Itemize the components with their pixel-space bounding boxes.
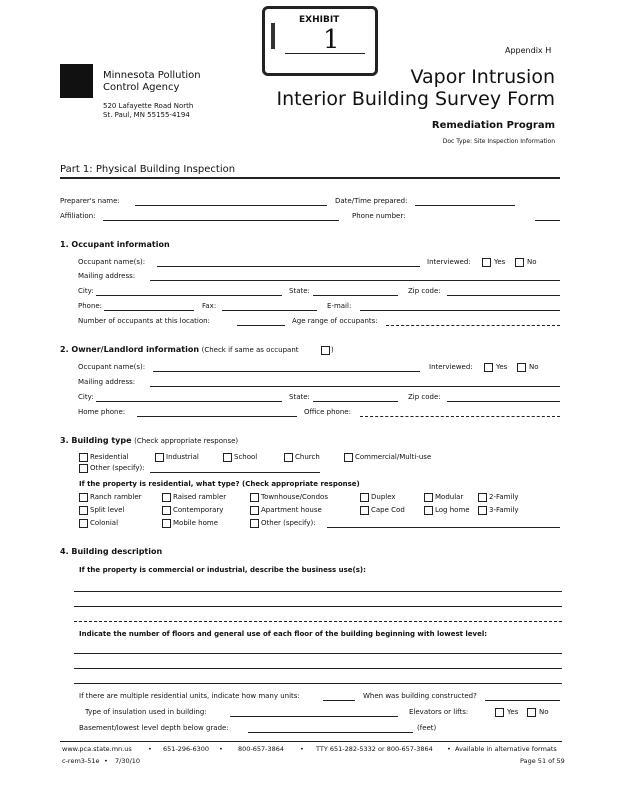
s3-res-townhouse-checkbox[interactable]: [250, 493, 259, 502]
s3-type-commercial-checkbox[interactable]: [344, 453, 353, 462]
s3-type-church-label: Church: [295, 453, 320, 461]
s2-state-label: State:: [289, 393, 310, 401]
preparer-label: Preparer's name:: [60, 197, 120, 205]
s3-type-other-label: Other (specify):: [90, 464, 145, 472]
s3-res-other-label: Other (specify):: [261, 519, 316, 527]
s3-title-row: [60, 436, 238, 446]
s3-res-ranch-checkbox[interactable]: [79, 493, 88, 502]
s1-phone-label: Phone:: [78, 302, 103, 310]
s1-fax-label: Fax:: [202, 302, 217, 310]
s3-res-mobile-label: Mobile home: [173, 519, 219, 527]
affiliation-label: Affiliation:: [60, 212, 96, 220]
s2-home-phone-label: Home phone:: [78, 408, 126, 416]
part1-title: Part 1: Physical Building Inspection: [60, 164, 236, 175]
s2-yes-label: Yes: [496, 363, 508, 371]
s4-commercial-line-2[interactable]: [74, 606, 562, 607]
s2-title-close: ): [331, 346, 334, 354]
s1-email-label: E-mail:: [327, 302, 352, 310]
address-line-2: St. Paul, MN 55155-4194: [103, 111, 190, 119]
s1-fax-input[interactable]: [222, 310, 317, 311]
s2-state-input[interactable]: [313, 401, 398, 402]
footer-sep-5: •: [104, 757, 108, 765]
s4-feet-label: (feet): [417, 724, 437, 732]
footer-tty: TTY 651-282-5332 or 800-657-3864: [316, 745, 433, 753]
footer-page: Page 51 of 59: [520, 757, 565, 765]
s2-mailing-label: Mailing address:: [78, 378, 136, 386]
s2-city-label: City:: [78, 393, 94, 401]
phone-input[interactable]: [535, 220, 560, 221]
s4-insulation-input[interactable]: [230, 716, 398, 717]
exhibit-line: [285, 53, 365, 54]
s3-type-commercial-label: Commercial/Multi-use: [355, 453, 432, 461]
s1-interviewed-label: Interviewed:: [427, 258, 471, 266]
footer-website: www.pca.state.mn.us: [62, 745, 132, 753]
s2-yes-checkbox[interactable]: [484, 363, 493, 372]
affiliation-input[interactable]: [103, 220, 339, 221]
s3-res-contemporary-checkbox[interactable]: [162, 506, 171, 515]
s1-age-range-label: Age range of occupants:: [292, 317, 378, 325]
s1-occupant-input[interactable]: [157, 266, 420, 267]
footer-sep-2: •: [219, 745, 223, 753]
s3-type-residential-checkbox[interactable]: [79, 453, 88, 462]
exhibit-number: 1: [323, 25, 340, 55]
s3-type-school-label: School: [234, 453, 258, 461]
s2-zip-label: Zip code:: [408, 393, 441, 401]
s3-res-split-checkbox[interactable]: [79, 506, 88, 515]
s3-res-2family-checkbox[interactable]: [478, 493, 487, 502]
org-line-2: Control Agency: [103, 82, 180, 93]
form-title: [277, 66, 555, 110]
s4-multi-units-input[interactable]: [323, 700, 355, 701]
s3-type-other-checkbox[interactable]: [79, 464, 88, 473]
title-line-1: Vapor Intrusion: [410, 66, 555, 88]
s3-res-townhouse-label: Townhouse/Condos: [261, 493, 328, 501]
org-line-1: Minnesota Pollution: [103, 70, 201, 81]
s3-title: 3. Building type: [60, 436, 132, 445]
s4-elevator-label: Elevators or lifts:: [409, 708, 469, 716]
s3-res-contemporary-label: Contemporary: [173, 506, 224, 514]
s4-commercial-line-1[interactable]: [74, 591, 562, 592]
appendix-label: Appendix H: [505, 46, 552, 55]
s3-res-split-label: Split level: [90, 506, 125, 514]
s2-zip-input[interactable]: [447, 401, 560, 402]
s4-elevator-yes-label: Yes: [507, 708, 519, 716]
s1-city-input[interactable]: [96, 295, 282, 296]
footer-divider: [60, 741, 562, 742]
s3-res-other-input[interactable]: [327, 527, 560, 528]
title-line-2: Interior Building Survey Form: [276, 88, 555, 110]
footer-code: c-rem3-51e: [62, 757, 100, 765]
s3-res-3family-label: 3-Family: [489, 506, 519, 514]
s2-title: 2. Owner/Landlord information: [60, 345, 200, 354]
s3-res-loghome-checkbox[interactable]: [424, 506, 433, 515]
s2-city-input[interactable]: [96, 401, 282, 402]
phone-label: Phone number:: [352, 212, 406, 220]
s1-yes-checkbox[interactable]: [482, 258, 491, 267]
s2-title-note: (Check if same as occupant: [201, 346, 299, 354]
s2-office-phone-label: Office phone:: [304, 408, 351, 416]
s3-res-modular-label: Modular: [435, 493, 464, 501]
s3-title-note: (Check appropriate response): [134, 437, 239, 445]
s3-res-duplex-label: Duplex: [371, 493, 396, 501]
s3-res-capecod-checkbox[interactable]: [360, 506, 369, 515]
s2-same-as-occupant-checkbox[interactable]: [321, 346, 330, 355]
footer-date: 7/30/10: [115, 757, 141, 765]
org-address: [103, 102, 193, 120]
s1-yes-label: Yes: [494, 258, 506, 266]
org-name: [103, 70, 201, 94]
s2-office-phone-input[interactable]: [360, 416, 560, 417]
part1-divider: [60, 177, 560, 179]
s1-occupant-label: Occupant name(s):: [78, 258, 146, 266]
footer-alt-formats: Available in alternative formats: [455, 745, 557, 753]
s1-mailing-label: Mailing address:: [78, 272, 136, 280]
s3-res-raised-label: Raised rambler: [173, 493, 227, 501]
s4-floors-question: Indicate the number of floors and general use of each floor of the building beginning with lowest level:: [79, 630, 488, 638]
s3-res-mobile-checkbox[interactable]: [162, 519, 171, 528]
s1-zip-label: Zip code:: [408, 287, 441, 295]
s3-type-school-checkbox[interactable]: [223, 453, 232, 462]
s2-occupant-input[interactable]: [153, 371, 420, 372]
s1-phone-input[interactable]: [104, 310, 194, 311]
s4-floors-line-3[interactable]: [74, 683, 562, 684]
exhibit-sidebar-mark: [271, 23, 275, 49]
footer-sep-3: •: [300, 745, 304, 753]
s4-commercial-question: If the property is commercial or industrial, describe the business use(s):: [79, 566, 366, 574]
s1-city-label: City:: [78, 287, 94, 295]
s2-no-checkbox[interactable]: [517, 363, 526, 372]
s1-state-input[interactable]: [313, 295, 398, 296]
s1-num-occupants-label: Number of occupants at this location:: [78, 317, 210, 325]
s3-res-ranch-label: Ranch rambler: [90, 493, 142, 501]
s1-num-occupants-input[interactable]: [237, 325, 285, 326]
s3-res-question: If the property is residential, what type? (Check appropriate response): [79, 480, 360, 488]
s1-age-range-input[interactable]: [386, 325, 560, 326]
s2-title-row: [60, 345, 299, 355]
preparer-input[interactable]: [135, 205, 327, 206]
s4-floors-line-2[interactable]: [74, 668, 562, 669]
s1-email-input[interactable]: [360, 310, 560, 311]
s1-title: 1. Occupant information: [60, 240, 170, 249]
s2-occupant-label: Occupant name(s):: [78, 363, 146, 371]
footer-sep-4: •: [447, 745, 451, 753]
s3-type-industrial-label: Industrial: [166, 453, 199, 461]
s1-mailing-input[interactable]: [150, 280, 560, 281]
s2-no-label: No: [529, 363, 539, 371]
s4-basement-input[interactable]: [248, 732, 413, 733]
mpca-logo: [60, 64, 93, 98]
s3-res-capecod-label: Cape Cod: [371, 506, 405, 514]
s3-type-industrial-checkbox[interactable]: [155, 453, 164, 462]
s3-res-apartment-label: Apartment house: [261, 506, 322, 514]
address-line-1: 520 Lafayette Road North: [103, 102, 194, 110]
s4-basement-label: Basement/lowest level depth below grade:: [79, 724, 229, 732]
s3-res-colonial-label: Colonial: [90, 519, 119, 527]
s3-res-apartment-checkbox[interactable]: [250, 506, 259, 515]
s3-type-residential-label: Residential: [90, 453, 129, 461]
s4-floors-line-1[interactable]: [74, 653, 562, 654]
s4-elevator-no-checkbox[interactable]: [527, 708, 536, 717]
s2-mailing-input[interactable]: [150, 386, 560, 387]
footer-phone2: 800-657-3864: [238, 745, 285, 753]
s4-multi-units-label: If there are multiple residential units, indicate how many units:: [79, 692, 300, 700]
s3-res-2family-label: 2-Family: [489, 493, 519, 501]
s1-no-label: No: [527, 258, 537, 266]
footer-sep-1: •: [148, 745, 152, 753]
s3-type-church-checkbox[interactable]: [284, 453, 293, 462]
s4-constructed-input[interactable]: [485, 700, 560, 701]
s2-home-phone-input[interactable]: [137, 416, 297, 417]
s3-res-other-checkbox[interactable]: [250, 519, 259, 528]
s3-res-3family-checkbox[interactable]: [478, 506, 487, 515]
s3-type-other-input[interactable]: [150, 472, 320, 473]
s4-constructed-label: When was building constructed?: [363, 692, 477, 700]
s3-res-raised-checkbox[interactable]: [162, 493, 171, 502]
s3-res-duplex-checkbox[interactable]: [360, 493, 369, 502]
s2-interviewed-label: Interviewed:: [429, 363, 473, 371]
s4-elevator-yes-checkbox[interactable]: [495, 708, 504, 717]
doc-type: Doc Type: Site Inspection Information: [442, 138, 555, 145]
exhibit-label: EXHIBIT: [299, 15, 340, 25]
datetime-input[interactable]: [415, 205, 515, 206]
s4-title: 4. Building description: [60, 547, 163, 556]
footer-phone1: 651-296-6300: [163, 745, 210, 753]
datetime-label: Date/Time prepared:: [335, 197, 408, 205]
s4-elevator-no-label: No: [539, 708, 549, 716]
program-name: Remediation Program: [431, 120, 555, 131]
s3-res-loghome-label: Log home: [435, 506, 470, 514]
s1-zip-input[interactable]: [447, 295, 560, 296]
s4-commercial-line-3[interactable]: [74, 621, 562, 622]
s1-state-label: State:: [289, 287, 310, 295]
s4-insulation-label: Type of insulation used in building:: [85, 708, 207, 716]
s1-no-checkbox[interactable]: [515, 258, 524, 267]
s3-res-colonial-checkbox[interactable]: [79, 519, 88, 528]
s3-res-modular-checkbox[interactable]: [424, 493, 433, 502]
